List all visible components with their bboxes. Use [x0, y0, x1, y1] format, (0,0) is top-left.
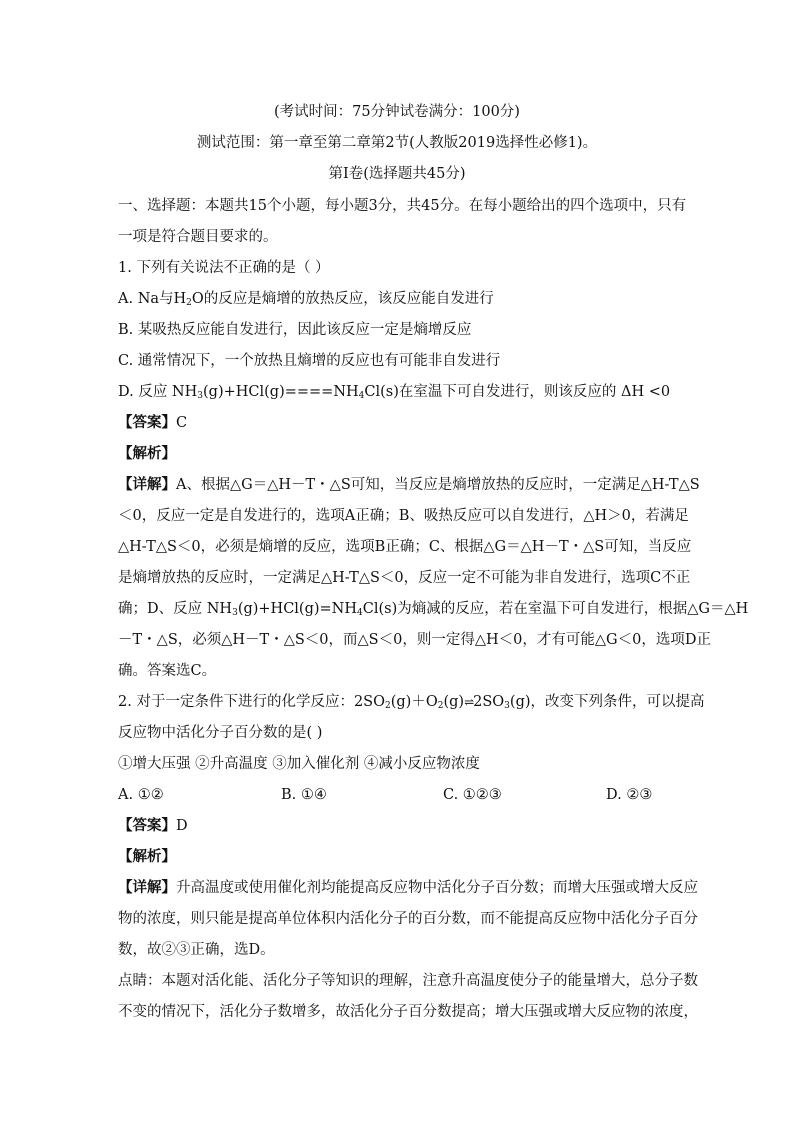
q2-stem-sub2: 2	[437, 701, 444, 711]
q1-detail-line-6: －T・△S，必须△H－T・△S＜0，而△S＜0，则一定得△H＜0，才有可能△G＜0，选项D正	[118, 632, 711, 648]
q2-option-a: A. ①②	[118, 787, 164, 803]
q2-detail-line-1	[118, 878, 698, 898]
instructions-line-1: 一、选择题：本题共15个小题，每小题3分，共45分。在每小题给出的四个选项中，只有	[118, 198, 687, 214]
q2-detail-line-3: 数，故②③正确，选D。	[118, 942, 275, 958]
q2-detail-line-2: 物的浓度，则只能是提高单位体积内活化分子的百分数，而不能提高反应物中活化分子百分	[118, 911, 698, 927]
q1-detail-5-sub1: 3	[232, 608, 238, 618]
q1-option-d-sub1: 3	[197, 391, 204, 401]
q2-stem-mid2: (g)	[443, 694, 465, 710]
q1-option-a-sub: 2	[186, 298, 192, 308]
q1-detail-5-mid: (g)+HCl(g)=NH	[237, 601, 358, 617]
q1-option-d	[118, 382, 678, 402]
instructions-line-2: 一项是符合题目要求的。	[118, 229, 278, 245]
q1-detail-line-7: 确。答案选C。	[118, 663, 217, 679]
q1-answer-value: C	[176, 415, 188, 431]
q1-detail-line-5	[118, 599, 749, 619]
q1-option-a-pre: A. Na与H	[118, 291, 187, 307]
q2-option-c: C. ①②③	[443, 787, 502, 803]
q1-analysis-label: 【解析】	[118, 445, 176, 462]
section-title: 第Ⅰ卷(选择题共45分)	[328, 166, 466, 182]
q1-option-a	[118, 289, 678, 309]
q1-detail-5-sub2: 4	[357, 608, 363, 618]
q1-detail-5-pre: 确；D、反应 NH	[118, 601, 233, 617]
q2-stem-pre: 2. 对于一定条件下进行的化学反应：2SO	[118, 694, 385, 710]
q1-detail-line-4: 是熵增放热的反应时，一定满足△H-T△S＜0，反应一定不可能为非自发进行，选项C不正	[118, 570, 691, 586]
q1-option-c: C. 通常情况下，一个放热且熵增的反应也有可能非自发进行	[118, 353, 501, 369]
q2-note-line-2: 不变的情况下，活化分子数增多，故活化分子百分数提高；增大压强或增大反应物的浓度，	[118, 1004, 698, 1020]
q2-detail-text-1: 升高温度或使用催化剂均能提高反应物中活化分子百分数；而增大压强或增大反应	[176, 880, 698, 896]
q2-analysis-label: 【解析】	[118, 848, 176, 865]
q2-stem-mid1: (g)＋O	[390, 694, 438, 710]
equilibrium-arrow-icon: ⇌	[464, 695, 474, 709]
q1-option-b: B. 某吸热反应能自发进行，因此该反应一定是熵增反应	[118, 322, 472, 338]
q2-stem-post: (g)，改变下列条件，可以提高	[509, 694, 705, 710]
q1-stem: 1. 下列有关说法不正确的是（ ）	[118, 260, 330, 276]
q1-option-a-post: O的反应是熵增的放热反应，该反应能自发进行	[191, 291, 494, 307]
q2-note-line-1: 点睛：本题对活化能、活化分子等知识的理解，注意升高温度使分子的能量增大，总分子数	[118, 973, 698, 989]
q2-stem-line-2: 反应物中活化分子百分数的是( )	[118, 725, 323, 741]
q1-answer-label: 【答案】	[118, 414, 176, 431]
exam-time-line: (考试时间：75分钟试卷满分：100分)	[274, 104, 520, 120]
q1-detail-text-1: A、根据△G＝△H－T・△S可知，当反应是熵增放热的反应时，一定满足△H-T△S	[176, 477, 700, 493]
q1-detail-line-1	[118, 475, 700, 495]
q2-conditions: ①增大压强 ②升高温度 ③加入催化剂 ④减小反应物浓度	[118, 756, 480, 772]
q2-option-d: D. ②③	[606, 787, 653, 803]
q1-detail-5-post: Cl(s)为熵减的反应，若在室温下可自发进行，根据△G＝△H	[362, 601, 749, 617]
q1-detail-line-3: △H-T△S＜0，必须是熵增的反应，选项B正确；C、根据△G＝△H－T・△S可知，当反应	[118, 539, 692, 555]
q2-detail-label: 【详解】	[118, 879, 176, 896]
q1-option-d-pre: D. 反应 NH	[118, 384, 198, 400]
q1-option-d-sub2: 4	[358, 391, 365, 401]
q1-detail-label: 【详解】	[118, 476, 176, 493]
q2-answer-label: 【答案】	[118, 817, 176, 834]
q1-answer	[118, 413, 678, 433]
q2-stem-sub3: 3	[504, 701, 510, 711]
q1-detail-line-2: ＜0，反应一定是自发进行的，选项A正确；B、吸热反应可以自发进行，△H＞0，若满足	[118, 508, 689, 524]
q2-answer	[118, 816, 678, 836]
q1-option-d-post: Cl(s)在室温下可自发进行，则该反应的 ΔH <0	[364, 384, 671, 400]
exam-scope-line: 测试范围：第一章至第二章第2节(人教版2019选择性必修1)。	[196, 135, 598, 151]
q2-stem-sub1: 2	[385, 701, 391, 711]
q2-stem-line-1	[118, 692, 705, 712]
q1-option-d-mid: (g)+HCl(g)====NH	[203, 384, 359, 400]
q2-option-b: B. ①④	[281, 787, 327, 803]
q2-answer-value: D	[176, 818, 188, 834]
q2-stem-mid3: 2SO	[473, 694, 505, 710]
